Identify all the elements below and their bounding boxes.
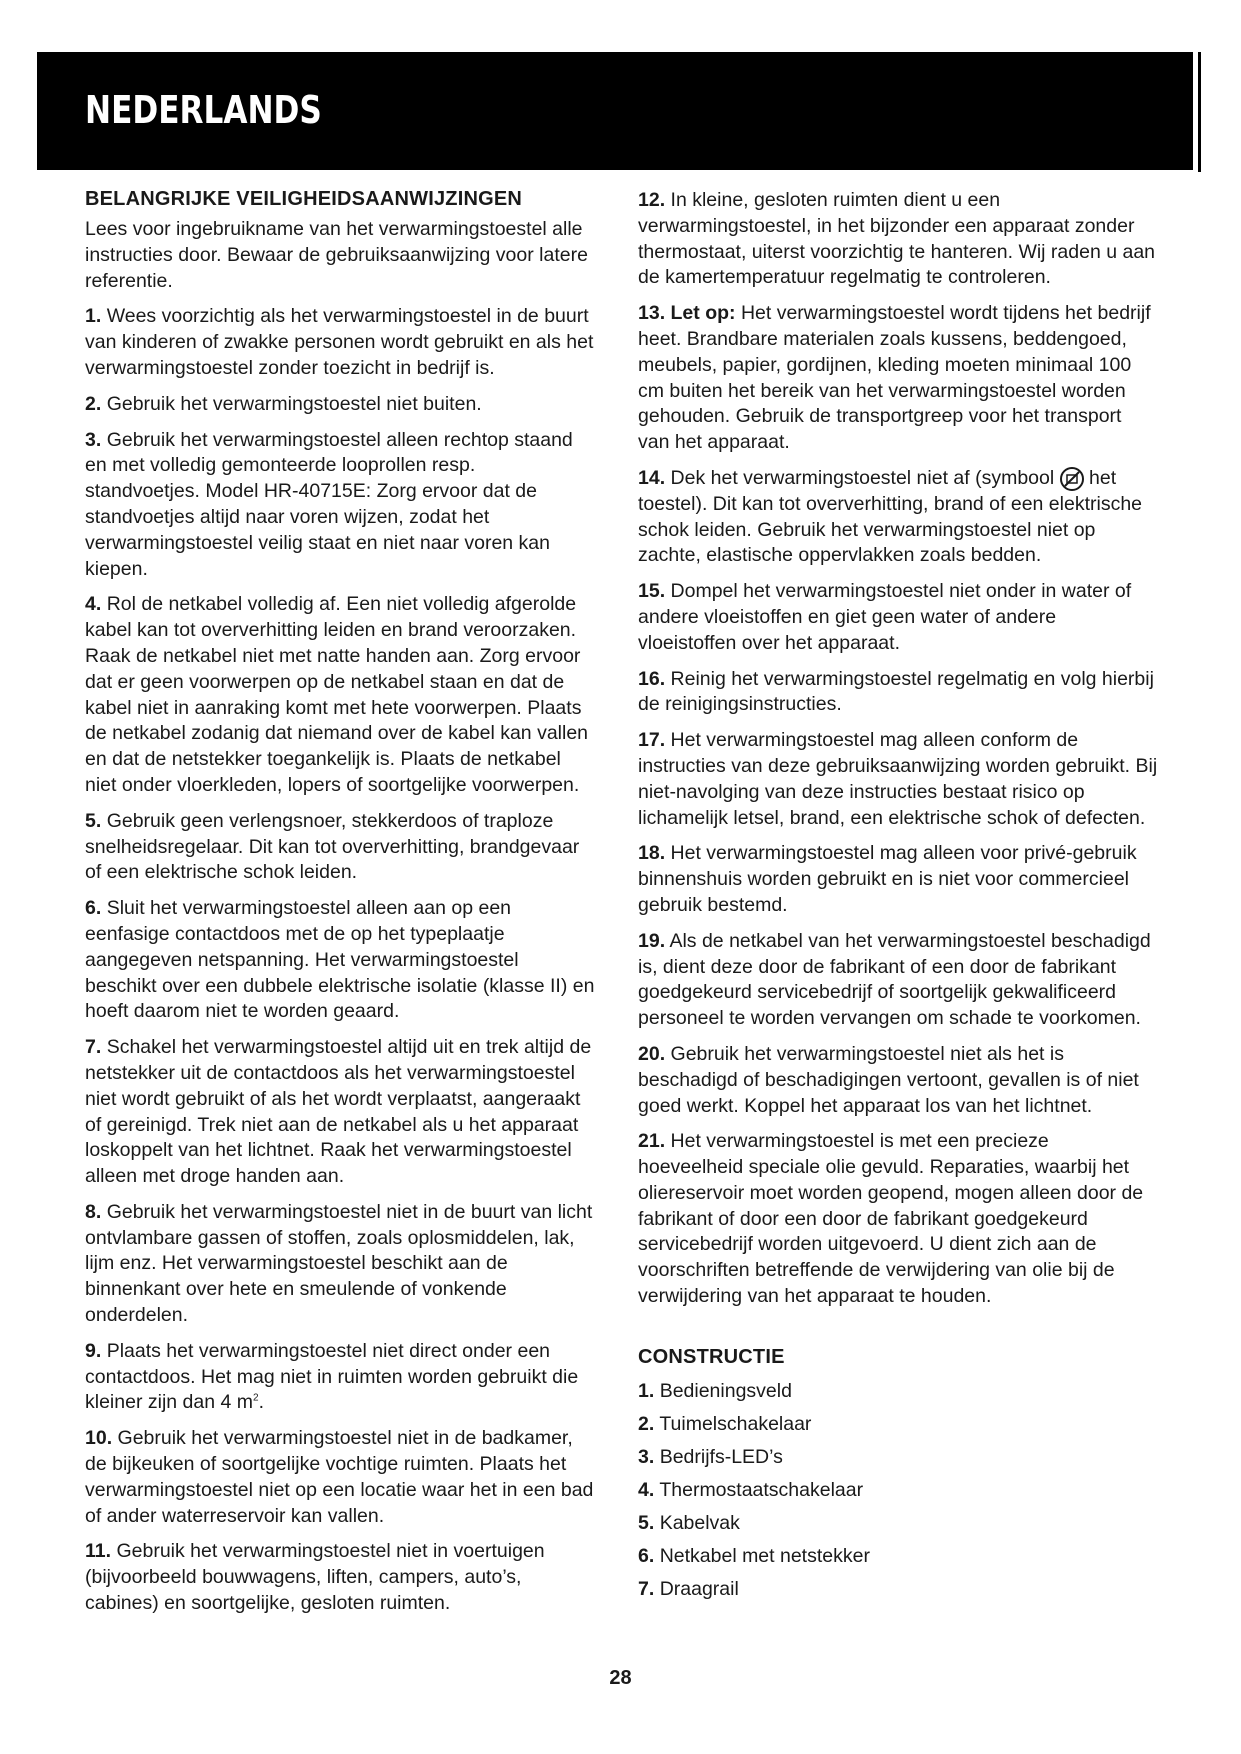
item-text: Plaats het verwarmingstoestel niet direct onder een contactdoos. Het mag niet in ruimten worden gebruikt die kleiner zijn dan 4 m: [85, 1339, 579, 1414]
construction-item-1: [638, 1375, 1158, 1408]
safety-item-16: [638, 667, 1158, 719]
item-number: 2.: [638, 1412, 655, 1435]
item-text: Dompel het verwarmingstoestel niet onder in water of andere vloeistoffen en giet geen water of andere vloeistoffen over het apparaat.: [638, 580, 1132, 654]
language-title: NEDERLANDS: [85, 88, 322, 132]
item-text: Bedieningsveld: [659, 1379, 792, 1402]
safety-item-3: [85, 428, 595, 583]
item-text: Kabelvak: [659, 1511, 740, 1534]
item-text: Dek het verwarmingstoestel niet af (symbool: [670, 466, 1055, 489]
item-number: 10.: [85, 1427, 113, 1450]
safety-item-4: [85, 592, 595, 798]
item-number: 12.: [638, 189, 666, 211]
item-text: Gebruik het verwarmingstoestel niet in voertuigen (bijvoorbeeld bouwwagens, liften, campers, auto’s, cabines) en soortgelijke, gesloten ruimten.: [85, 1540, 545, 1615]
safety-item-11: [85, 1539, 595, 1616]
item-number: 19.: [638, 929, 666, 952]
safety-item-20: [638, 1042, 1158, 1119]
safety-item-7: [85, 1035, 595, 1190]
item-text: Tuimelschakelaar: [659, 1412, 812, 1435]
item-tail: .: [258, 1391, 264, 1414]
item-number: 17.: [638, 729, 666, 752]
item-text: Als de netkabel van het verwarmingstoestel beschadigd is, dient deze door de fabrikant of een door de fabrikant goedgekeurd servicebedrijf of soortgelijk gekwalificeerd personeel te worden vervangen om schade te voorkomen.: [638, 929, 1151, 1030]
item-text: Wees voorzichtig als het verwarmingstoestel in de buurt van kinderen of zwakke personen wordt gebruikt en als het verwarmingstoestel zonder toezicht in bedrijf is.: [85, 305, 594, 379]
item-text: Het verwarmingstoestel wordt tijdens het bedrijf heet. Brandbare materialen zoals kussens, beddengoed, meubels, papier, gordijnen, kleding moeten minimaal 100 cm buiten het bereik van het verwarmingstoestel worden gehouden. Gebruik de transportgreep voor het transport van het apparaat.: [638, 302, 1151, 454]
item-number: 4.: [638, 1478, 655, 1501]
item-number: 11.: [85, 1540, 112, 1563]
item-text: Draagrail: [659, 1577, 739, 1600]
item-text: Gebruik het verwarmingstoestel niet in de buurt van licht ontvlambare gassen of stoffen, zoals oplosmiddelen, lak, lijm enz. Het verwarmingstoestel beschikt aan de binnenkant over hete en smeulende of vonkende onderdelen.: [85, 1200, 593, 1327]
item-text: Schakel het verwarmingstoestel altijd uit en trek altijd de netstekker uit de contactdoos als het verwarmingstoestel niet wordt gebruikt of als het wordt verplaatst, aangeraakt of gereinigd. Trek niet aan de netkabel als u het apparaat loskoppelt van het lichtnet. Raak het verwarmingstoestel alleen met droge handen aan.: [85, 1036, 592, 1188]
construction-item-3: [638, 1441, 1158, 1474]
safety-section-title: BELANGRIJKE VEILIGHEIDSAANWIJZINGEN: [85, 188, 523, 210]
safety-intro: Lees voor ingebruikname van het verwarmingstoestel alle instructies door. Bewaar de gebruiksaanwijzing voor latere referentie.: [85, 218, 588, 292]
item-text: Gebruik geen verlengsnoer, stekkerdoos of traploze snelheidsregelaar. Dit kan tot oververhitting, brandgevaar of een elektrische schok leiden.: [85, 809, 580, 884]
item-number: 5.: [85, 809, 102, 832]
item-number: 18.: [638, 842, 666, 865]
item-number: 6.: [85, 897, 102, 920]
section-spacer: [638, 1320, 1158, 1346]
item-number: 4.: [85, 593, 102, 616]
item-number: 14.: [638, 466, 666, 489]
item-text: Gebruik het verwarmingstoestel niet als het is beschadigd of beschadigingen vertoont, gevallen is of niet goed werkt. Koppel het apparaat los van het lichtnet.: [638, 1042, 1139, 1117]
item-number: 16.: [638, 667, 666, 690]
safety-item-6: [85, 896, 595, 1025]
item-number: 15.: [638, 580, 666, 603]
item-text: Gebruik het verwarmingstoestel niet in de badkamer, de bijkeuken of soortgelijke vochtige ruimten. Plaats het verwarmingstoestel niet op een locatie waar het in een bad of ander waterreservoir kan vallen.: [85, 1427, 594, 1527]
safety-item-13: [638, 301, 1158, 456]
item-text: Netkabel met netstekker: [659, 1544, 870, 1567]
safety-item-17: [638, 728, 1158, 831]
item-text: Rol de netkabel volledig af. Een niet volledig afgerolde kabel kan tot oververhitting leiden en brand veroorzaken. Raak de netkabel niet met natte handen aan. Zorg ervoor dat er geen voorwerpen op de netkabel staan en dat de kabel niet in aanraking komt met hete voorwerpen. Plaats de netkabel zodanig dat niemand over de kabel kan vallen en dat de netstekker toegankelijk is. Plaats de netkabel niet onder vloerkleden, lopers of soortgelijke voorwerpen.: [85, 593, 589, 796]
item-number: 21.: [638, 1130, 666, 1153]
item-number: 9.: [85, 1339, 102, 1362]
construction-item-7: [638, 1573, 1158, 1606]
item-number: 5.: [638, 1511, 655, 1534]
construction-item-2: [638, 1408, 1158, 1441]
item-text: Het verwarmingstoestel is met een precieze hoeveelheid speciale olie gevuld. Reparaties, waarbij het oliereservoir moet worden geopend, mogen alleen door de fabrikant of door een door de fabrikant goedgekeurd servicebedrijf worden uitgevoerd. U dient zich aan de voorschriften betreffende de verwijdering van olie bij de verwijdering van het apparaat te houden.: [638, 1130, 1144, 1308]
item-text: In kleine, gesloten ruimten dient u een verwarmingstoestel, in het bijzonder een apparaat zonder thermostaat, uiterst voorzichtig te hanteren. Wij raden u aan de kamertemperatuur regelmatig te controleren.: [638, 189, 1156, 289]
item-number: 13. Let op:: [638, 302, 736, 325]
safety-item-18: [638, 841, 1158, 918]
item-number: 2.: [85, 392, 102, 415]
item-text: Gebruik het verwarmingstoestel alleen rechtop staand en met volledig gemonteerde looprollen resp. standvoetjes. Model HR-40715E: Zorg ervoor dat de standvoetjes altijd naar voren wijzen, zodat het verwarmingstoestel veilig staat en niet naar voren kan kiepen.: [85, 428, 573, 580]
item-text: Gebruik het verwarmingstoestel niet buiten.: [106, 392, 482, 415]
item-number: 7.: [85, 1036, 102, 1059]
item-number: 20.: [638, 1042, 666, 1065]
safety-item-2: [85, 392, 595, 418]
construction-section-title: CONSTRUCTIE: [638, 1345, 785, 1368]
item-number: 3.: [638, 1445, 655, 1468]
safety-item-9: [85, 1339, 595, 1416]
safety-item-15: [638, 579, 1158, 656]
construction-item-6: [638, 1540, 1158, 1573]
item-number: 3.: [85, 428, 102, 451]
safety-item-5: [85, 809, 595, 886]
safety-item-1: [85, 304, 595, 381]
safety-item-8: [85, 1200, 595, 1329]
safety-item-19: [638, 929, 1158, 1032]
construction-item-5: [638, 1507, 1158, 1540]
language-header: [37, 52, 1193, 170]
safety-item-10: [85, 1426, 595, 1529]
header-edge-line: [1198, 52, 1201, 172]
construction-item-4: [638, 1474, 1158, 1507]
item-number: 8.: [85, 1200, 102, 1223]
item-text: Thermostaatschakelaar: [659, 1478, 864, 1501]
left-column: [85, 188, 595, 1627]
superscript: 2: [253, 1392, 259, 1404]
item-text: Bedrijfs-LED’s: [659, 1445, 783, 1468]
safety-item-12: [638, 188, 1158, 291]
safety-item-21: [638, 1129, 1158, 1310]
do-not-cover-symbol-icon: [1060, 467, 1084, 491]
safety-item-14: [638, 466, 1158, 569]
item-text: Sluit het verwarmingstoestel alleen aan op een eenfasige contactdoos met de op het typeplaatje aangegeven netspanning. Het verwarmingstoestel beschikt over een dubbele elektrische isolatie (klasse II) en hoeft daarom niet te worden geaard.: [85, 897, 595, 1023]
item-tail: het toestel). Dit kan tot oververhitting, brand of een elektrische schok leiden. Gebruik het verwarmingstoestel niet op zachte, elastische oppervlakken zoals bedden.: [638, 466, 1143, 567]
right-column: [638, 188, 1158, 1606]
item-number: 1.: [638, 1379, 655, 1402]
item-text: Het verwarmingstoestel mag alleen voor privé-gebruik binnenshuis worden gebruikt en is niet voor commercieel gebruik bestemd.: [638, 842, 1137, 916]
item-number: 7.: [638, 1577, 655, 1600]
item-text: Reinig het verwarmingstoestel regelmatig en volg hierbij de reinigingsinstructies.: [638, 667, 1154, 716]
item-number: 6.: [638, 1544, 655, 1567]
page-number: 28: [609, 1667, 632, 1689]
item-text: Het verwarmingstoestel mag alleen conform de instructies van deze gebruiksaanwijzing worden gebruikt. Bij niet-navolging van deze instructies bestaat risico op lichamelijk letsel, brand, een elektrische schok of defecten.: [638, 729, 1158, 829]
item-number: 1.: [85, 305, 102, 328]
